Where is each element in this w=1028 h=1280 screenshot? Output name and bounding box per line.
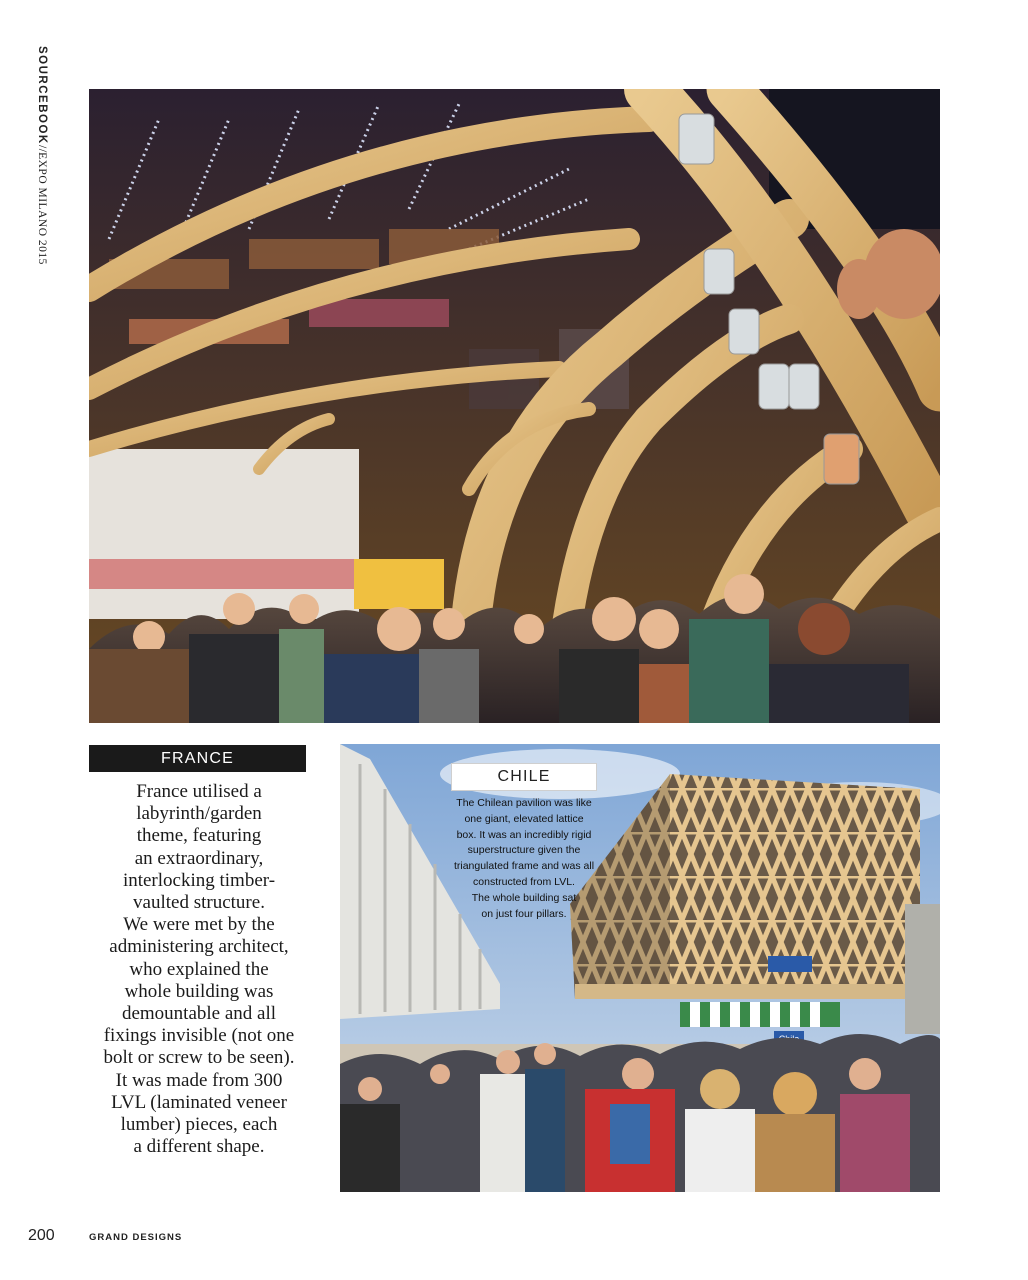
france-line: administering architect, (109, 936, 289, 958)
chile-caption (432, 796, 616, 922)
chile-caption-line: constructed from LVL. (473, 875, 575, 888)
france-line: who explained the (129, 958, 269, 980)
france-line: It was made from 300 (115, 1069, 283, 1091)
chile-caption-line: The Chilean pavilion was like (456, 797, 592, 809)
chile-caption-line: box. It was an incredibly rigid (456, 828, 592, 841)
france-line: vaulted structure. (133, 892, 265, 914)
france-body-text (89, 781, 309, 1158)
france-line: a different shape. (133, 1136, 265, 1158)
france-line: fixings invisible (not one (103, 1025, 295, 1047)
france-line: France utilised a (136, 781, 262, 802)
france-line: lumber) pieces, each (120, 1114, 278, 1136)
chile-caption-line: The whole building sat (471, 891, 577, 904)
spine-separator: // (36, 144, 48, 153)
spine-section: EXPO MILANO 2015 (36, 152, 48, 265)
chile-caption-line: one giant, elevated lattice (464, 812, 584, 825)
france-line: We were met by the (123, 914, 275, 936)
chile-heading: CHILE (451, 763, 597, 791)
france-line: an extraordinary, (134, 847, 264, 869)
spine-label (36, 46, 48, 265)
france-line: labyrinth/garden (136, 803, 262, 825)
page-number: 200 (28, 1227, 55, 1244)
france-line: interlocking timber- (122, 869, 276, 891)
spine-brand: SOURCEBOOK (36, 46, 48, 145)
france-heading: FRANCE (89, 745, 306, 772)
france-line: whole building was (124, 980, 274, 1002)
chile-caption-line: on just four pillars. (481, 907, 567, 920)
france-line: LVL (laminated veneer (111, 1091, 287, 1113)
chile-pavilion-photo (340, 744, 940, 1192)
france-line: bolt or screw to be seen). (103, 1047, 295, 1069)
france-line: demountable and all (121, 1003, 277, 1025)
france-line: theme, featuring (136, 825, 262, 847)
chile-caption-line: triangulated frame and was all (453, 860, 595, 873)
chile-caption-line: superstructure given the (467, 844, 581, 857)
france-pavilion-photo (89, 89, 940, 723)
magazine-title: GRAND DESIGNS (89, 1232, 183, 1243)
